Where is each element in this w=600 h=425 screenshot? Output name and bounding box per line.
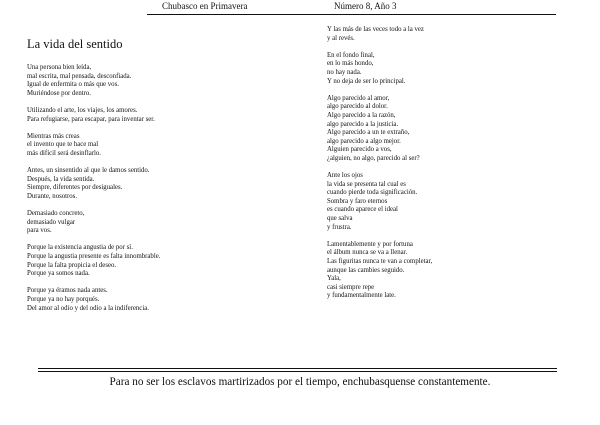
poem-line: para vos. — [27, 227, 52, 235]
poem-line: Las figuritas nunca te van a completar, — [327, 258, 433, 266]
poem-stanza — [327, 26, 432, 43]
poem-line: Porque la angustia presente es falta innombrable. — [27, 253, 161, 261]
issue-number: Número 8, Año 3 — [334, 1, 397, 11]
poem-line: Demasiado concreto, — [27, 210, 85, 218]
header-rule — [147, 14, 556, 15]
poem-line: Porque la falta propicia el deseo. — [27, 261, 117, 269]
poem-stanza — [327, 241, 432, 301]
poem-stanza — [27, 167, 160, 201]
poem-line: que salva — [327, 215, 353, 223]
poem-line: la vida se presenta tal cual es — [327, 180, 406, 188]
poem-line: Lamentablemente y por fortuna — [327, 240, 413, 248]
poem-line: y fundamentalmente late. — [327, 292, 396, 300]
poem-line: Ante los ojos — [327, 172, 363, 180]
poem-line: Mientras más creas — [27, 132, 80, 140]
publication-name: Chubasco en Primavera — [162, 1, 248, 11]
poem-line: en lo más hondo, — [327, 60, 374, 68]
poem-line: el álbum nunca se va a llenar. — [327, 249, 408, 257]
poem-stanza — [27, 244, 160, 278]
poem-line: ¿alguien, no algo, parecido al ser? — [327, 154, 420, 162]
poem-line: el invento que te hace mal — [27, 141, 99, 149]
poem-line: y al revés. — [327, 34, 355, 42]
poem-line: Yala, — [327, 275, 341, 283]
poem-line: casi siempre repe — [327, 283, 375, 291]
poem-line: Después, la vida sentida. — [27, 175, 95, 183]
poem-line: más difícil será desinflarlo. — [27, 149, 101, 157]
poem-line: algo parecido al dolor. — [327, 103, 388, 111]
poem-line: Porque ya somos nada. — [27, 270, 90, 278]
poem-line: Sombra y faro eternos — [327, 197, 388, 205]
poem-line: Porque la existencia angustia de por sí. — [27, 244, 133, 252]
footer-rule-thin — [38, 371, 557, 372]
poem-left-column — [27, 64, 160, 322]
poem-line: Porque ya éramos nada antes. — [27, 287, 108, 295]
poem-line: Porque ya no hay porqués. — [27, 296, 100, 304]
poem-line: mal escrita, mal pensada, desconfiada. — [27, 72, 132, 80]
poem-line: algo parecido a algo mejor. — [327, 137, 401, 145]
poem-line: aunque las cambies seguido. — [327, 266, 405, 274]
poem-stanza — [27, 64, 160, 98]
poem-stanza — [27, 210, 160, 236]
poem-stanza — [327, 95, 432, 164]
poem-stanza — [327, 52, 432, 86]
poem-right-column — [327, 26, 432, 310]
poem-line: Y las más de las veces todo a la vez — [327, 26, 424, 33]
poem-line: Igual de enfermita o más que vos. — [27, 81, 119, 89]
footer-motto: Para no ser los esclavos martirizados por el tiempo, enchubasquense constantemente. — [109, 376, 491, 388]
poem-line: Muriéndose por dentro. — [27, 89, 91, 97]
poem-stanza — [27, 133, 160, 159]
poem-line: Durante, nosotros. — [27, 192, 78, 200]
poem-title: La vida del sentido — [27, 37, 123, 51]
poem-stanza — [27, 107, 160, 124]
poem-line: Algo parecido a un te extraño, — [327, 129, 410, 137]
poem-line: Algo parecido a la razón, — [327, 111, 396, 119]
poem-line: En el fondo final, — [327, 51, 375, 59]
poem-line: Algo parecido al amor, — [327, 94, 390, 102]
poem-line: y frustra. — [327, 223, 352, 231]
poem-line: Alguien parecido a vos, — [327, 146, 392, 154]
poem-line: no hay nada. — [327, 68, 362, 76]
poem-line: algo parecido a la justicia. — [327, 120, 399, 128]
poem-stanza — [27, 287, 160, 313]
footer-rule-thick — [38, 368, 557, 369]
poem-line: Y no deja de ser lo principal. — [327, 77, 406, 85]
poem-line: Siempre, diferentes por desiguales. — [27, 184, 123, 192]
poem-line: Antes, un sinsentido al que le damos sentido. — [27, 167, 150, 175]
poem-line: Del amor al odio y del odio a la indiferencia. — [27, 304, 149, 312]
poem-line: demasiado vulgar — [27, 218, 76, 226]
poem-line: Utilizando el arte, los viajes, los amores. — [27, 106, 138, 114]
poem-line: Para refugiarse, para escapar, para inventar ser. — [27, 115, 155, 123]
poem-line: Una persona bien leída, — [27, 64, 92, 71]
poem-line: es cuando aparece el ideal — [327, 206, 398, 214]
poem-stanza — [327, 172, 432, 232]
page-header — [0, 0, 600, 14]
poem-line: cuando pierde toda significación. — [327, 189, 418, 197]
